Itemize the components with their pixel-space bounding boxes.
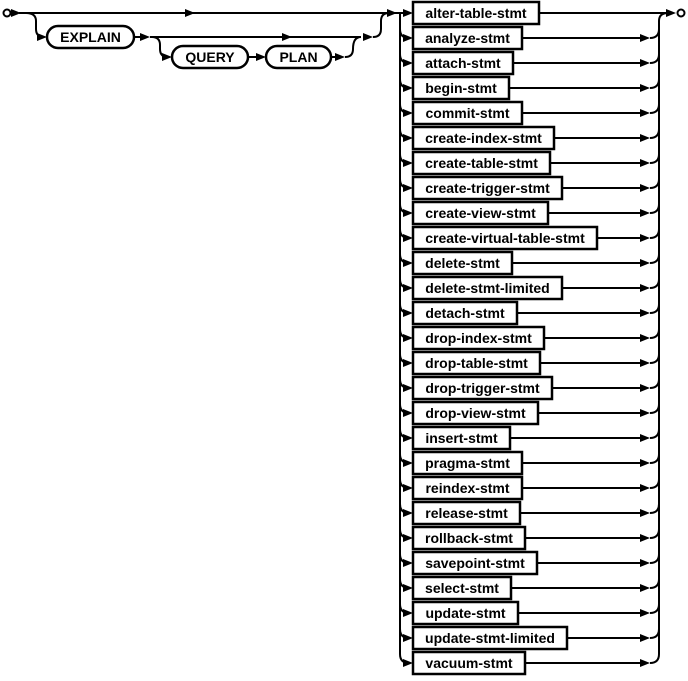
nonterminal-label: create-table-stmt xyxy=(425,155,538,171)
branch-in-curve xyxy=(650,229,659,238)
right-arrowhead-icon xyxy=(640,334,650,342)
right-arrowhead-icon xyxy=(363,33,373,41)
branch-in-curve xyxy=(650,104,659,113)
right-arrowhead-icon xyxy=(403,409,413,417)
right-arrowhead-icon xyxy=(403,234,413,242)
branch-in-curve xyxy=(650,404,659,413)
nonterminal-label: delete-stmt xyxy=(425,255,500,271)
branch-in-curve xyxy=(650,354,659,363)
branch-in-curve xyxy=(650,79,659,88)
start-terminal-icon xyxy=(4,10,11,17)
right-arrowhead-icon xyxy=(403,609,413,617)
nonterminal-label: savepoint-stmt xyxy=(425,555,525,571)
keyword-terminal-plan xyxy=(266,46,331,68)
branch-in-curve xyxy=(650,179,659,188)
right-arrowhead-icon xyxy=(403,109,413,117)
nonterminal-label: select-stmt xyxy=(425,580,499,596)
right-arrowhead-icon xyxy=(640,184,650,192)
nonterminal-label: update-stmt xyxy=(425,605,506,621)
nonterminal-label: create-index-stmt xyxy=(425,130,542,146)
right-arrowhead-icon xyxy=(403,534,413,542)
right-arrowhead-icon xyxy=(403,484,413,492)
branch-in-curve xyxy=(650,579,659,588)
query-plan-up-curve xyxy=(345,37,361,57)
statement-branch-row xyxy=(400,177,659,199)
branch-in-curve xyxy=(650,554,659,563)
right-arrowhead-icon xyxy=(282,33,292,41)
statement-branch-row xyxy=(400,277,659,299)
right-arrowhead-icon xyxy=(640,309,650,317)
right-arrowhead-icon xyxy=(640,234,650,242)
nonterminal-label: update-stmt-limited xyxy=(425,630,555,646)
statement-branch-row xyxy=(400,502,659,524)
right-arrowhead-icon xyxy=(140,33,150,41)
right-arrowhead-icon xyxy=(403,184,413,192)
statement-branch-row xyxy=(400,227,659,249)
right-arrowhead-icon xyxy=(403,509,413,517)
nonterminal-label: release-stmt xyxy=(425,505,508,521)
statement-branch-row xyxy=(400,627,659,649)
nonterminal-label: rollback-stmt xyxy=(425,530,513,546)
right-arrowhead-icon xyxy=(403,459,413,467)
statement-branch-row xyxy=(400,427,659,449)
statement-branch-row xyxy=(400,252,659,274)
right-arrowhead-icon xyxy=(640,134,650,142)
statement-branch-row xyxy=(400,52,659,74)
branch-in-curve xyxy=(650,529,659,538)
nonterminal-label: commit-stmt xyxy=(425,105,510,121)
statement-branch-row xyxy=(400,302,659,324)
nonterminal-label: create-view-stmt xyxy=(425,205,536,221)
nonterminal-label: create-virtual-table-stmt xyxy=(425,230,585,246)
statement-branch-row xyxy=(400,527,659,549)
statement-branch-row xyxy=(400,602,659,624)
right-arrowhead-icon xyxy=(640,359,650,367)
right-arrowhead-icon xyxy=(640,259,650,267)
statement-branch-row xyxy=(400,577,659,599)
right-arrowhead-icon xyxy=(640,584,650,592)
keyword-terminal-query xyxy=(172,46,248,68)
right-arrowhead-icon xyxy=(37,33,47,41)
statement-branch-row xyxy=(400,552,659,574)
right-arrowhead-icon xyxy=(403,59,413,67)
branch-in-curve xyxy=(650,29,659,38)
statement-branch-row xyxy=(400,202,659,224)
statement-branch-row xyxy=(400,477,659,499)
branch-in-curve xyxy=(650,129,659,138)
statement-branch-row xyxy=(400,152,659,174)
right-arrowhead-icon xyxy=(403,334,413,342)
right-arrowhead-icon xyxy=(640,284,650,292)
nonterminal-label: begin-stmt xyxy=(425,80,497,96)
branch-in-curve xyxy=(650,329,659,338)
right-arrowhead-icon xyxy=(640,34,650,42)
right-arrowhead-icon xyxy=(162,53,172,61)
right-arrowhead-icon xyxy=(640,509,650,517)
branch-in-curve xyxy=(650,654,659,663)
right-arrowhead-icon xyxy=(666,9,676,17)
right-arrowhead-icon xyxy=(403,559,413,567)
right-arrowhead-icon xyxy=(403,209,413,217)
query-plan-down-curve xyxy=(152,37,168,57)
right-arrowhead-icon xyxy=(640,559,650,567)
nonterminal-label: alter-table-stmt xyxy=(425,5,527,21)
branch-in-curve xyxy=(650,204,659,213)
nonterminal-label: delete-stmt-limited xyxy=(425,280,550,296)
branch-in-curve xyxy=(650,254,659,263)
right-arrowhead-icon xyxy=(403,34,413,42)
statement-branch-row xyxy=(403,2,667,24)
right-arrowhead-icon xyxy=(640,459,650,467)
end-terminal-icon xyxy=(678,10,685,17)
statement-branch-row xyxy=(400,102,659,124)
nonterminal-label: analyze-stmt xyxy=(425,30,510,46)
nonterminal-label: drop-index-stmt xyxy=(425,330,532,346)
right-arrowhead-icon xyxy=(403,384,413,392)
nonterminal-label: drop-table-stmt xyxy=(425,355,528,371)
right-arrowhead-icon xyxy=(640,409,650,417)
statement-branch-row xyxy=(400,352,659,374)
right-arrowhead-icon xyxy=(335,53,345,61)
explain-branch-curve xyxy=(26,13,44,37)
branch-in-curve xyxy=(650,604,659,613)
statement-branch-row xyxy=(400,452,659,474)
right-arrowhead-icon xyxy=(403,659,413,667)
branch-in-curve xyxy=(650,429,659,438)
nonterminal-label: drop-trigger-stmt xyxy=(425,380,540,396)
right-arrowhead-icon xyxy=(640,534,650,542)
branch-in-curve xyxy=(650,454,659,463)
right-arrowhead-icon xyxy=(403,434,413,442)
right-arrowhead-icon xyxy=(640,159,650,167)
nonterminal-label: detach-stmt xyxy=(425,305,505,321)
statement-branch-row xyxy=(400,402,659,424)
statement-branch-row xyxy=(400,377,659,399)
right-arrowhead-icon xyxy=(403,359,413,367)
terminal-label: QUERY xyxy=(185,49,235,65)
terminal-label: PLAN xyxy=(279,49,318,65)
nonterminal-label: reindex-stmt xyxy=(425,480,510,496)
nonterminal-label: create-trigger-stmt xyxy=(425,180,550,196)
right-arrowhead-icon xyxy=(640,109,650,117)
nonterminal-label: pragma-stmt xyxy=(425,455,510,471)
branch-in-curve xyxy=(650,279,659,288)
right-arrowhead-icon xyxy=(403,259,413,267)
branch-in-curve xyxy=(650,54,659,63)
branch-in-curve xyxy=(650,479,659,488)
nonterminal-label: vacuum-stmt xyxy=(425,655,513,671)
statement-branch-row xyxy=(400,27,659,49)
right-arrowhead-icon xyxy=(403,584,413,592)
right-arrowhead-icon xyxy=(640,634,650,642)
right-arrowhead-icon xyxy=(640,609,650,617)
branch-in-curve xyxy=(650,304,659,313)
nonterminal-label: drop-view-stmt xyxy=(425,405,526,421)
branch-trunk-right xyxy=(659,13,668,654)
branch-in-curve xyxy=(650,154,659,163)
keyword-terminal-explain xyxy=(47,26,134,48)
right-arrowhead-icon xyxy=(403,9,413,17)
statement-branch-row xyxy=(400,77,659,99)
statement-branch-row xyxy=(400,127,659,149)
right-arrowhead-icon xyxy=(403,309,413,317)
terminal-label: EXPLAIN xyxy=(60,29,121,45)
right-arrowhead-icon xyxy=(403,134,413,142)
right-arrowhead-icon xyxy=(403,84,413,92)
branch-in-curve xyxy=(650,379,659,388)
right-arrowhead-icon xyxy=(640,384,650,392)
explain-rejoin-curve xyxy=(373,13,389,37)
right-arrowhead-icon xyxy=(403,284,413,292)
right-arrowhead-icon xyxy=(640,84,650,92)
branch-in-curve xyxy=(650,629,659,638)
nonterminal-label: insert-stmt xyxy=(425,430,498,446)
branch-in-curve xyxy=(650,504,659,513)
right-arrowhead-icon xyxy=(640,59,650,67)
right-arrowhead-icon xyxy=(640,484,650,492)
right-arrowhead-icon xyxy=(403,159,413,167)
right-arrowhead-icon xyxy=(256,53,266,61)
right-arrowhead-icon xyxy=(640,434,650,442)
right-arrowhead-icon xyxy=(640,659,650,667)
nonterminal-label: attach-stmt xyxy=(425,55,501,71)
statement-branch-row xyxy=(403,652,659,674)
statement-branch-row xyxy=(400,327,659,349)
right-arrowhead-icon xyxy=(403,634,413,642)
right-arrowhead-icon xyxy=(640,209,650,217)
right-arrowhead-icon xyxy=(185,9,195,17)
